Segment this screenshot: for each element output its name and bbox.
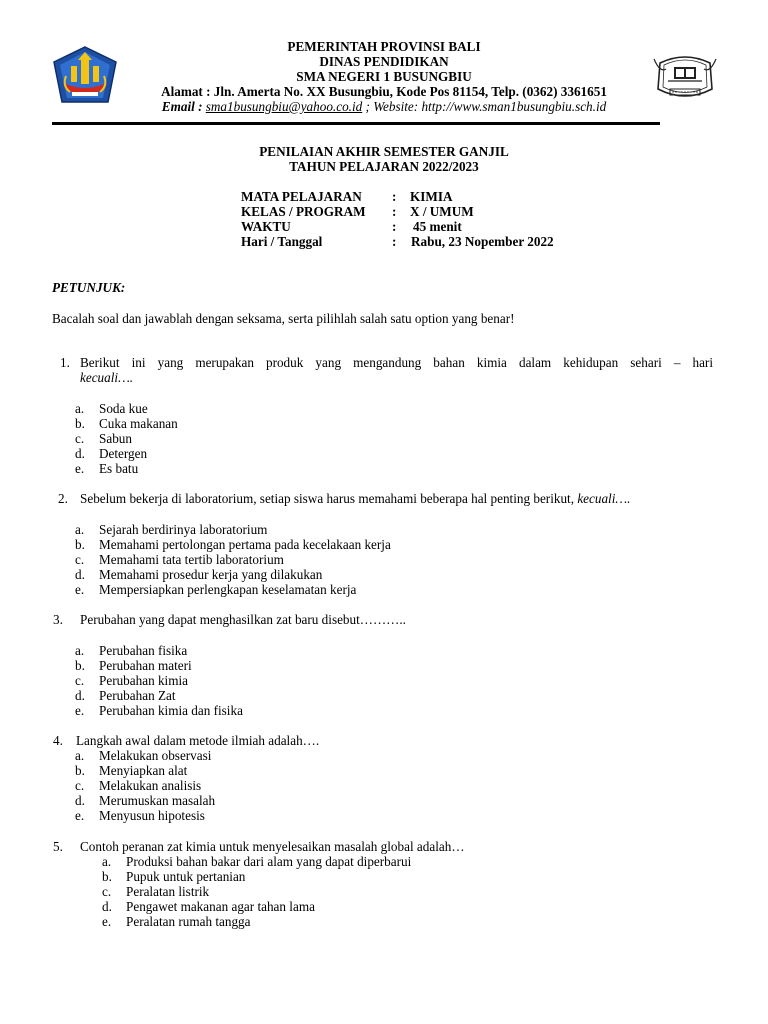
option-letter: d. xyxy=(75,688,85,703)
option-letter: b. xyxy=(75,416,85,431)
question-text: Contoh peranan zat kimia untuk menyelesaikan masalah global adalah… xyxy=(80,839,465,854)
option-letter: a. xyxy=(75,748,85,763)
department-name: DINAS PENDIDIKAN xyxy=(319,54,449,69)
option-text: Perubahan materi xyxy=(99,658,192,673)
option-letter: a. xyxy=(75,401,85,416)
option-text: Peralatan listrik xyxy=(126,884,210,899)
option-text: Memahami prosedur kerja yang dilakukan xyxy=(99,567,323,582)
question-number: 2. xyxy=(58,491,68,506)
option-text: Detergen xyxy=(99,446,148,461)
question-text: Perubahan yang dapat menghasilkan zat baru disebut……….. xyxy=(80,612,406,627)
question-text xyxy=(80,491,630,506)
option-text: Menyiapkan alat xyxy=(99,763,188,778)
header-divider xyxy=(52,122,660,125)
option-text: Melakukan observasi xyxy=(99,748,212,763)
question-number: 1. xyxy=(60,355,70,370)
exam-title xyxy=(200,144,568,174)
meta-label: Hari / Tanggal xyxy=(241,234,323,249)
meta-separator: : xyxy=(392,189,397,204)
option-letter: e. xyxy=(75,808,85,823)
meta-label: WAKTU xyxy=(241,219,291,234)
school-logo xyxy=(652,49,718,105)
meta-value: X / UMUM xyxy=(410,204,474,219)
option-letter: d. xyxy=(75,567,85,582)
option-text: Peralatan rumah tangga xyxy=(126,914,251,929)
option-letter: e. xyxy=(75,703,85,718)
option-text: Cuka makanan xyxy=(99,416,178,431)
option-letter: b. xyxy=(102,869,112,884)
option-letter: a. xyxy=(75,643,85,658)
province-name: PEMERINTAH PROVINSI BALI xyxy=(287,39,481,54)
option-text: Sabun xyxy=(99,431,132,446)
option-text: Soda kue xyxy=(99,401,148,416)
contact-line xyxy=(120,99,648,114)
option-text: Perubahan kimia xyxy=(99,673,188,688)
option-letter: a. xyxy=(102,854,112,869)
instructions-text: Bacalah soal dan jawablah dengan seksama, serta pilihlah salah satu option yang benar! xyxy=(52,311,515,326)
question-italic: kecuali…. xyxy=(577,491,631,506)
email-link[interactable]: sma1busungbiu@yahoo.co.id xyxy=(205,99,363,114)
question-number: 4. xyxy=(53,733,63,748)
question-text: Berikut ini yang merupakan produk yang mengandung bahan kimia dalam kehidupan sehari – hari xyxy=(80,355,713,370)
option-letter: b. xyxy=(75,658,85,673)
website-text: ; Website: http://www.sman1busungbiu.sch.id xyxy=(362,99,607,114)
option-text: Perubahan Zat xyxy=(99,688,176,703)
option-letter: c. xyxy=(75,431,85,446)
option-text: Es batu xyxy=(99,461,139,476)
option-text: Perubahan fisika xyxy=(99,643,188,658)
question-text: Langkah awal dalam metode ilmiah adalah…. xyxy=(76,733,320,748)
option-text: Memahami tata tertib laboratorium xyxy=(99,552,284,567)
option-letter: e. xyxy=(102,914,112,929)
question-number: 3. xyxy=(53,612,63,627)
school-name: SMA NEGERI 1 BUSUNGBIU xyxy=(296,69,472,84)
option-text: Merumuskan masalah xyxy=(99,793,216,808)
letterhead xyxy=(120,39,648,114)
option-letter: a. xyxy=(75,522,85,537)
exam-title-line1: PENILAIAN AKHIR SEMESTER GANJIL xyxy=(259,144,509,159)
option-letter: c. xyxy=(102,884,112,899)
question-italic: kecuali…. xyxy=(80,370,134,385)
option-letter: c. xyxy=(75,673,85,688)
bali-province-logo xyxy=(52,46,118,104)
option-letter: b. xyxy=(75,537,85,552)
meta-separator: : xyxy=(392,204,397,219)
option-letter: c. xyxy=(75,778,85,793)
option-text: Mempersiapkan perlengkapan keselamatan kerja xyxy=(99,582,357,597)
option-text: Produksi bahan bakar dari alam yang dapat diperbarui xyxy=(126,854,412,869)
option-letter: e. xyxy=(75,461,85,476)
meta-separator: : xyxy=(392,219,397,234)
option-text: Perubahan kimia dan fisika xyxy=(99,703,243,718)
option-text: Pupuk untuk pertanian xyxy=(126,869,246,884)
option-letter: e. xyxy=(75,582,85,597)
option-letter: b. xyxy=(75,763,85,778)
option-text: Pengawet makanan agar tahan lama xyxy=(126,899,315,914)
question-number: 5. xyxy=(53,839,63,854)
email-label: Email : xyxy=(161,99,206,114)
meta-separator: : xyxy=(392,234,397,249)
meta-value: 45 menit xyxy=(413,219,462,234)
instructions-heading: PETUNJUK: xyxy=(52,280,126,295)
meta-label: KELAS / PROGRAM xyxy=(241,204,366,219)
option-letter: d. xyxy=(102,899,112,914)
option-text: Memahami pertolongan pertama pada kecelakaan kerja xyxy=(99,537,391,552)
option-letter: d. xyxy=(75,446,85,461)
option-text: Menyusun hipotesis xyxy=(99,808,205,823)
meta-value: Rabu, 23 Nopember 2022 xyxy=(411,234,554,249)
exam-title-line2: TAHUN PELAJARAN 2022/2023 xyxy=(289,159,479,174)
question-text-main: Sebelum bekerja di laboratorium, setiap siswa harus memahami beberapa hal penting berikut, xyxy=(80,491,578,506)
meta-value: KIMIA xyxy=(410,189,453,204)
meta-label: MATA PELAJARAN xyxy=(241,189,362,204)
option-letter: d. xyxy=(75,793,85,808)
option-letter: c. xyxy=(75,552,85,567)
option-text: Melakukan analisis xyxy=(99,778,202,793)
option-text: Sejarah berdirinya laboratorium xyxy=(99,522,268,537)
school-address: Alamat : Jln. Amerta No. XX Busungbiu, Kode Pos 81154, Telp. (0362) 3361651 xyxy=(161,84,607,99)
